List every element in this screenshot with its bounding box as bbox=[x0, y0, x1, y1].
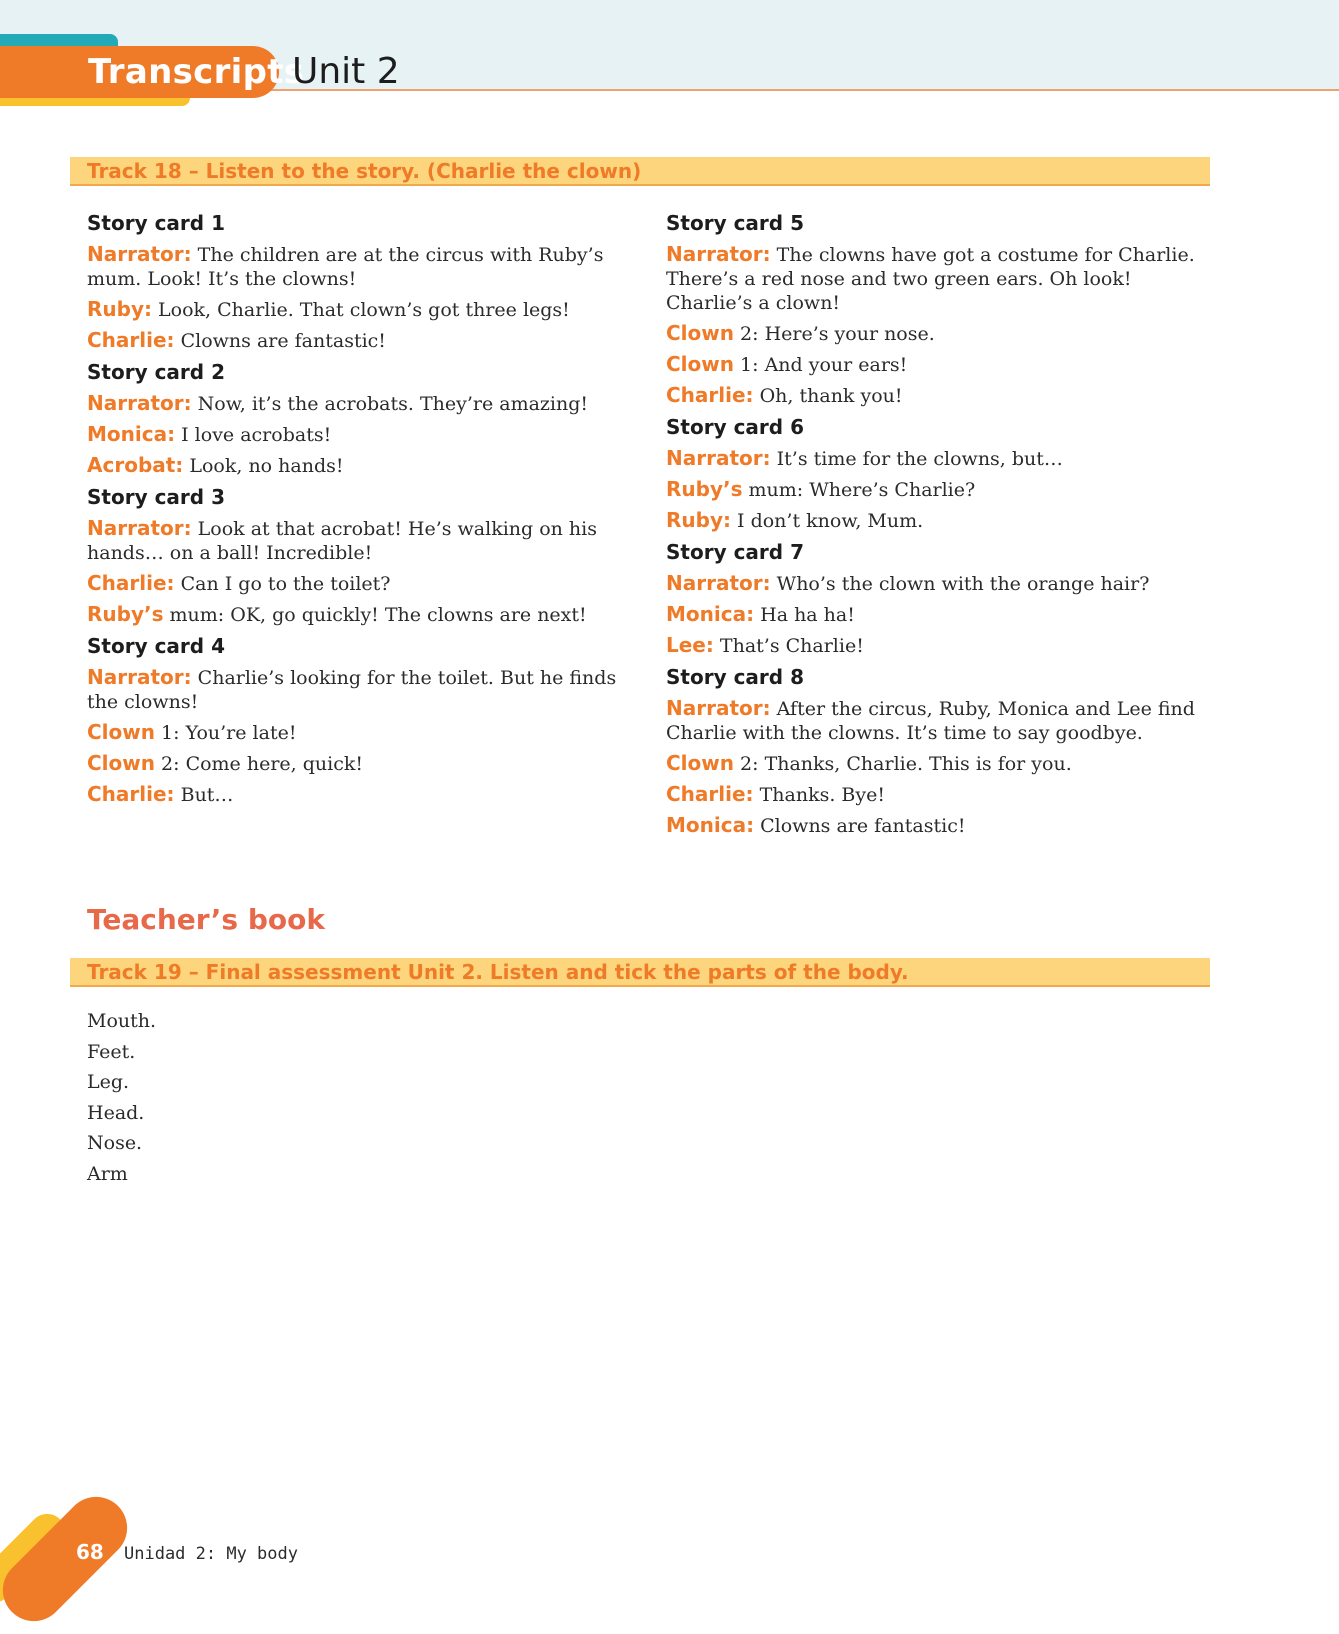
story-card-3 bbox=[87, 484, 652, 627]
story-card-7 bbox=[666, 539, 1206, 658]
speaker-label: Narrator: bbox=[87, 665, 192, 689]
story-card-1 bbox=[87, 210, 652, 353]
list-item: Nose. bbox=[87, 1132, 143, 1154]
transcript-line bbox=[666, 477, 1206, 502]
footer-page-badge bbox=[0, 1484, 140, 1634]
transcript-line bbox=[87, 751, 652, 776]
transcript-line bbox=[666, 352, 1206, 377]
speaker-label: Charlie: bbox=[87, 782, 175, 806]
transcript-line bbox=[666, 813, 1206, 838]
footer-unit-label: Unidad 2: My body bbox=[124, 1544, 298, 1564]
story-card-heading: Story card 1 bbox=[87, 211, 225, 235]
transcript-column-right bbox=[666, 210, 1206, 844]
speech-text: It’s time for the clowns, but… bbox=[770, 448, 1063, 470]
page-section-title: Transcripts bbox=[88, 52, 305, 92]
story-card-heading: Story card 4 bbox=[87, 634, 225, 658]
header-rule bbox=[270, 89, 1339, 91]
story-card-heading: Story card 2 bbox=[87, 360, 225, 384]
transcript-line bbox=[87, 453, 652, 478]
speaker-label: Clown bbox=[666, 352, 734, 376]
list-item: Leg. bbox=[87, 1071, 130, 1093]
speaker-label: Clown bbox=[666, 321, 734, 345]
speech-text: Now, it’s the acrobats. They’re amazing! bbox=[191, 393, 589, 415]
transcript-line bbox=[87, 665, 652, 714]
transcript-line bbox=[666, 696, 1206, 745]
speaker-label: Ruby: bbox=[87, 297, 152, 321]
story-card-heading: Story card 6 bbox=[666, 415, 804, 439]
transcript-line bbox=[87, 720, 652, 745]
transcript-line bbox=[666, 782, 1206, 807]
speech-text: 2: Thanks, Charlie. This is for you. bbox=[734, 753, 1072, 775]
story-card-heading: Story card 3 bbox=[87, 485, 225, 509]
speaker-label: Clown bbox=[666, 751, 734, 775]
transcript-line bbox=[666, 321, 1206, 346]
speech-text: I love acrobats! bbox=[175, 424, 332, 446]
speaker-label: Ruby’s bbox=[87, 602, 164, 626]
teachers-book-title: Teacher’s book bbox=[87, 903, 325, 936]
speaker-label: Ruby’s bbox=[666, 477, 743, 501]
speaker-label: Charlie: bbox=[87, 571, 175, 595]
transcript-line bbox=[87, 242, 652, 291]
transcript-line bbox=[87, 297, 652, 322]
page-number: 68 bbox=[76, 1540, 104, 1564]
list-item: Head. bbox=[87, 1101, 145, 1124]
speech-text: 2: Here’s your nose. bbox=[734, 323, 935, 345]
transcript-line bbox=[87, 602, 652, 627]
speaker-label: Narrator: bbox=[87, 516, 192, 540]
transcript-line bbox=[87, 328, 652, 353]
speech-text: Clowns are fantastic! bbox=[754, 815, 966, 837]
speaker-label: Monica: bbox=[666, 602, 755, 626]
speaker-label: Narrator: bbox=[87, 242, 192, 266]
speaker-label: Narrator: bbox=[666, 696, 771, 720]
speech-text: Can I go to the toilet? bbox=[174, 573, 391, 595]
list-item: Mouth. bbox=[87, 1010, 157, 1032]
speech-text: Look, no hands! bbox=[183, 455, 344, 477]
track-18-heading: Track 18 – Listen to the story. (Charlie the clown) bbox=[70, 157, 1210, 186]
speech-text: But… bbox=[174, 784, 234, 806]
transcript-line bbox=[666, 508, 1206, 533]
list-item: Arm bbox=[87, 1162, 128, 1185]
speech-text: Clowns are fantastic! bbox=[174, 330, 386, 352]
speaker-label: Charlie: bbox=[87, 328, 175, 352]
transcript-line bbox=[666, 751, 1206, 776]
story-card-heading: Story card 7 bbox=[666, 540, 804, 564]
speech-text: Look, Charlie. That clown’s got three legs! bbox=[152, 299, 570, 321]
story-card-6 bbox=[666, 414, 1206, 533]
transcript-line bbox=[666, 446, 1206, 471]
speaker-label: Monica: bbox=[666, 813, 755, 837]
story-card-5 bbox=[666, 210, 1206, 408]
speaker-label: Narrator: bbox=[666, 571, 771, 595]
speech-text: Look at that acrobat! He’s walking on his hands… on a ball! Incredible! bbox=[87, 518, 597, 564]
speech-text: I don’t know, Mum. bbox=[731, 510, 924, 532]
speech-text: 1: And your ears! bbox=[734, 354, 908, 376]
speech-text: That’s Charlie! bbox=[713, 635, 864, 657]
body-parts-list bbox=[87, 1006, 156, 1189]
story-card-4 bbox=[87, 633, 652, 807]
speech-text: The clowns have got a costume for Charlie. There’s a red nose and two green ears. Oh look! Charlie’s a clown! bbox=[666, 244, 1195, 314]
transcript-line bbox=[666, 602, 1206, 627]
transcript-line bbox=[666, 633, 1206, 658]
transcript-line bbox=[87, 391, 652, 416]
speech-text: 1: You’re late! bbox=[155, 722, 297, 744]
speaker-label: Charlie: bbox=[666, 782, 754, 806]
speaker-label: Narrator: bbox=[87, 391, 192, 415]
speaker-label: Lee: bbox=[666, 633, 714, 657]
transcript-column-left bbox=[87, 210, 652, 813]
speech-text: Ha ha ha! bbox=[754, 604, 855, 626]
transcript-line bbox=[87, 782, 652, 807]
transcript-line bbox=[666, 383, 1206, 408]
speech-text: mum: OK, go quickly! The clowns are next! bbox=[163, 604, 587, 626]
speech-text: Oh, thank you! bbox=[753, 385, 903, 407]
speaker-label: Ruby: bbox=[666, 508, 731, 532]
speaker-label: Charlie: bbox=[666, 383, 754, 407]
speaker-label: Clown bbox=[87, 720, 155, 744]
track-19-heading: Track 19 – Final assessment Unit 2. Listen and tick the parts of the body. bbox=[70, 958, 1210, 987]
transcript-line bbox=[87, 516, 652, 565]
speech-text: Who’s the clown with the orange hair? bbox=[770, 573, 1150, 595]
transcript-line bbox=[666, 242, 1206, 315]
story-card-heading: Story card 8 bbox=[666, 665, 804, 689]
speaker-label: Monica: bbox=[87, 422, 176, 446]
transcript-line bbox=[87, 422, 652, 447]
unit-title: Unit 2 bbox=[292, 51, 400, 92]
speaker-label: Narrator: bbox=[666, 242, 771, 266]
speaker-label: Acrobat: bbox=[87, 453, 184, 477]
speech-text: mum: Where’s Charlie? bbox=[742, 479, 976, 501]
story-card-heading: Story card 5 bbox=[666, 211, 804, 235]
speech-text: The children are at the circus with Ruby’s mum. Look! It’s the clowns! bbox=[87, 244, 604, 290]
story-card-8 bbox=[666, 664, 1206, 838]
speaker-label: Clown bbox=[87, 751, 155, 775]
speech-text: 2: Come here, quick! bbox=[155, 753, 363, 775]
speech-text: Thanks. Bye! bbox=[753, 784, 885, 806]
transcript-line bbox=[87, 571, 652, 596]
list-item: Feet. bbox=[87, 1040, 136, 1063]
story-card-2 bbox=[87, 359, 652, 478]
speech-text: After the circus, Ruby, Monica and Lee find Charlie with the clowns. It’s time to say goodbye. bbox=[666, 698, 1195, 744]
speech-text: Charlie’s looking for the toilet. But he finds the clowns! bbox=[87, 667, 617, 713]
transcript-line bbox=[666, 571, 1206, 596]
speaker-label: Narrator: bbox=[666, 446, 771, 470]
